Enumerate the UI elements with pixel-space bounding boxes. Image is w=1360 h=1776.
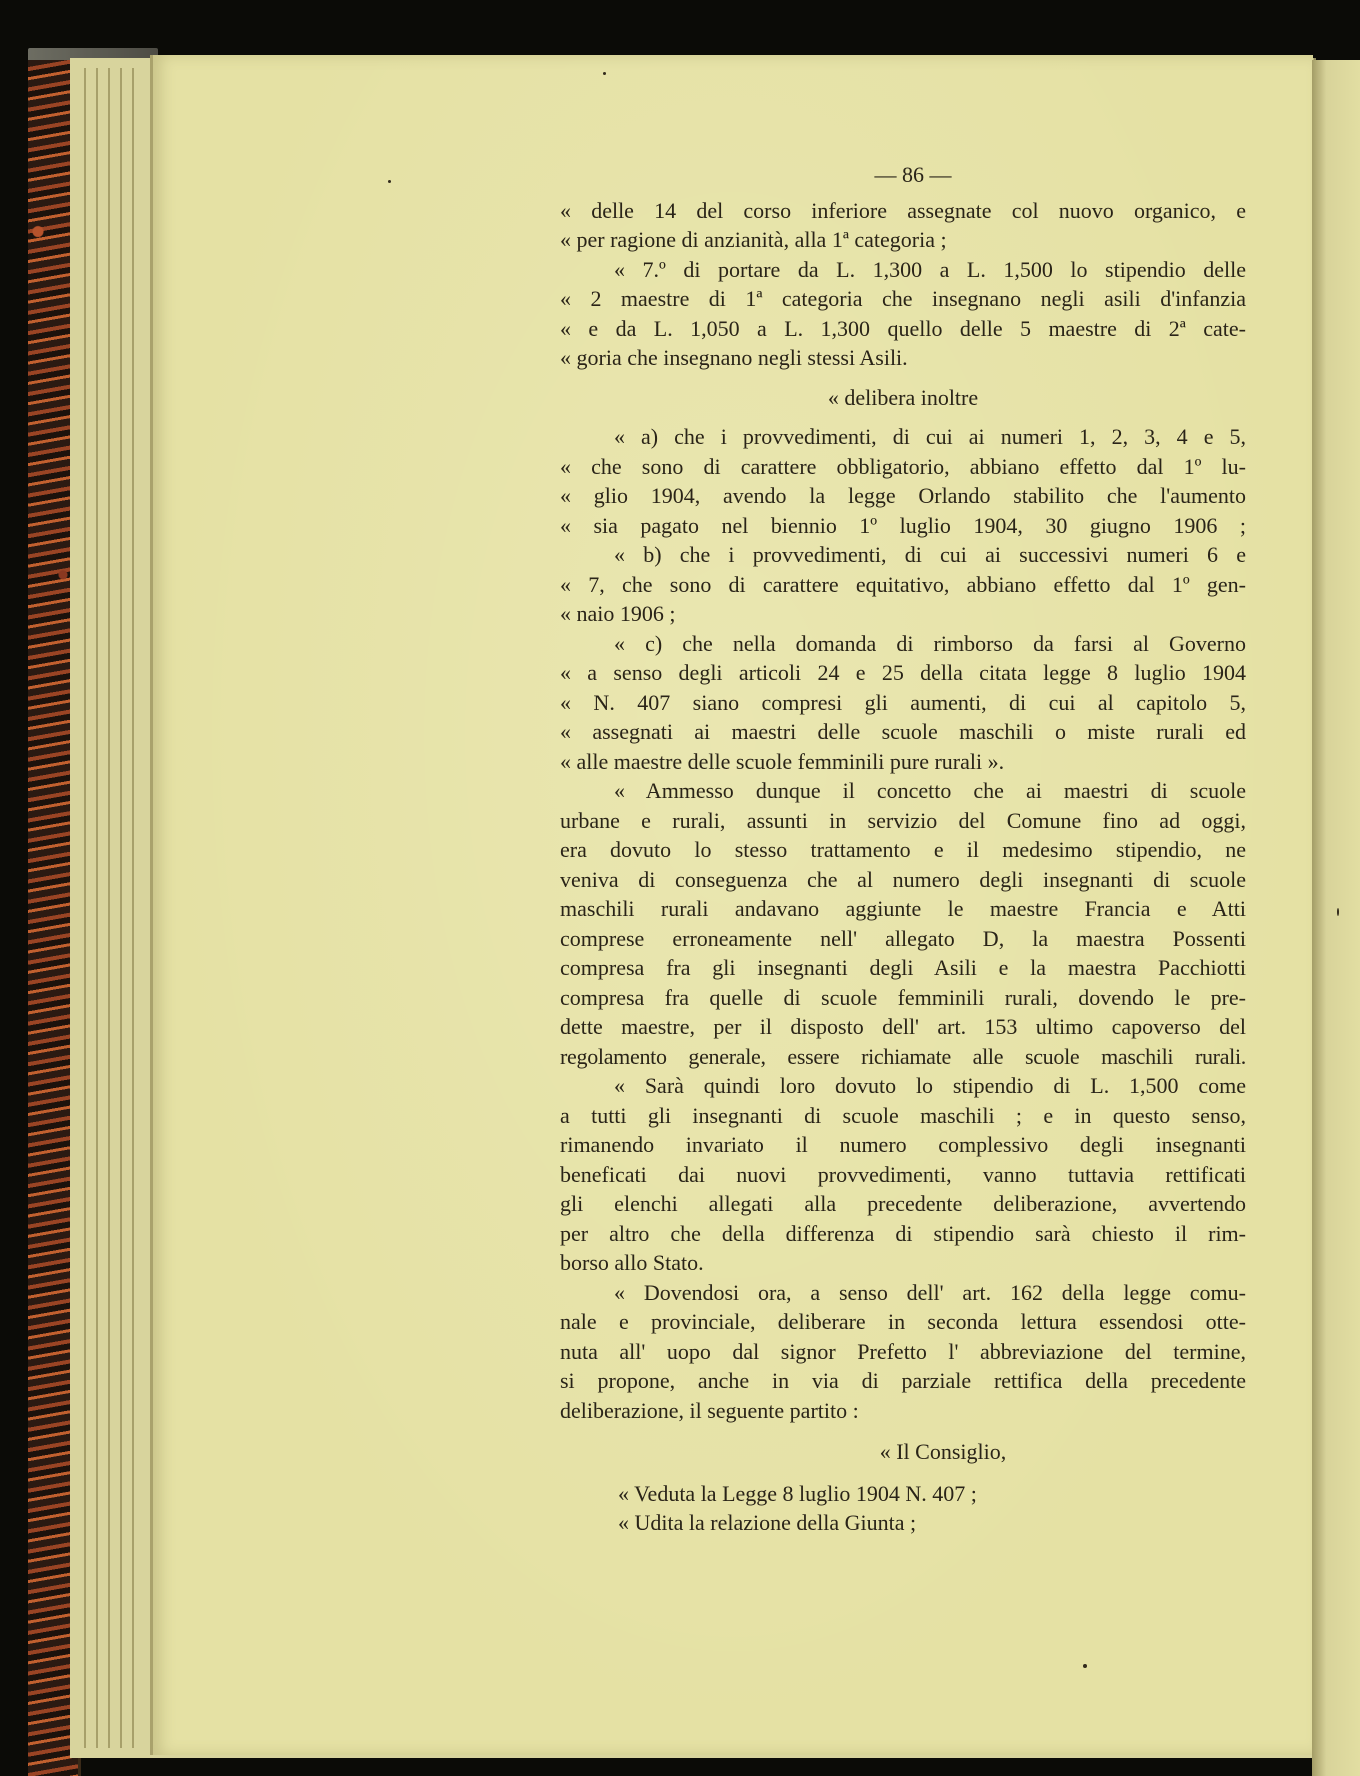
next-page-edge bbox=[1312, 60, 1360, 1776]
text-line: « c) che nella domanda di rimborso da farsi al Governo bbox=[614, 630, 1246, 656]
text-line: a tutti gli insegnanti di scuole maschili ; e in questo senso, bbox=[560, 1102, 1246, 1128]
text-line: « assegnati ai maestri delle scuole maschili o miste rurali ed bbox=[560, 719, 1246, 744]
text-line: « 7.º di portare da L. 1,300 a L. 1,500 lo stipendio delle bbox=[614, 256, 1246, 282]
text-line: « per ragione di anzianità, alla 1ª categoria ; bbox=[560, 227, 947, 252]
text-line: « e da L. 1,050 a L. 1,300 quello delle 5 maestre di 2ª cate- bbox=[560, 315, 1246, 341]
page-text bbox=[560, 160, 1246, 1538]
text-line: « N. 407 siano compresi gli aumenti, di cui al capitolo 5, bbox=[560, 689, 1246, 715]
text-line: si propone, anche in via di parziale rettifica della precedente bbox=[560, 1368, 1246, 1393]
paper-speck bbox=[1337, 908, 1339, 916]
section-heading: « Il Consiglio, bbox=[879, 1439, 1007, 1464]
text-line: compresa fra quelle di scuole femminili rurali, dovendo le pre- bbox=[560, 984, 1246, 1010]
text-line: « che sono di carattere obbligatorio, abbiano effetto dal 1º lu- bbox=[560, 453, 1246, 479]
text-line: comprese erroneamente nell' allegato D, la maestra Possenti bbox=[560, 925, 1246, 951]
text-line: « naio 1906 ; bbox=[560, 601, 676, 626]
text-line: « Ammesso dunque il concetto che ai maestri di scuole bbox=[614, 778, 1246, 803]
text-line: « Veduta la Legge 8 luglio 1904 N. 407 ; bbox=[618, 1480, 977, 1506]
text-line: regolamento generale, essere richiamate alle scuole maschili rurali. bbox=[560, 1043, 1246, 1069]
text-line: rimanendo invariato il numero complessivo degli insegnanti bbox=[560, 1132, 1246, 1157]
text-line: « delle 14 del corso inferiore assegnate col nuovo organico, e bbox=[560, 197, 1246, 223]
text-line: maschili rurali andavano aggiunte le maestre Francia e Atti bbox=[560, 896, 1246, 921]
text-line: urbane e rurali, assunti in servizio del Comune fino ad oggi, bbox=[560, 807, 1246, 833]
text-line: « sia pagato nel biennio 1º luglio 1904, 30 giugno 1906 ; bbox=[560, 512, 1246, 538]
text-line: era dovuto lo stesso trattamento e il medesimo stipendio, ne bbox=[560, 837, 1246, 862]
text-line: nuta all' uopo dal signor Prefetto l' abbreviazione del termine, bbox=[560, 1338, 1246, 1364]
text-line: gli elenchi allegati alla precedente deliberazione, avvertendo bbox=[560, 1191, 1246, 1216]
text-line: « a) che i provvedimenti, di cui ai numeri 1, 2, 3, 4 e 5, bbox=[614, 424, 1246, 449]
text-line: beneficati dai nuovi provvedimenti, vanno tuttavia rettificati bbox=[560, 1161, 1246, 1187]
text-line: compresa fra gli insegnanti degli Asili e la maestra Pacchiotti bbox=[560, 955, 1246, 980]
text-line: nale e provinciale, deliberare in seconda lettura essendosi otte- bbox=[560, 1309, 1246, 1334]
text-line: veniva di conseguenza che al numero degli insegnanti di scuole bbox=[560, 866, 1246, 892]
text-line: « a senso degli articoli 24 e 25 della citata legge 8 luglio 1904 bbox=[560, 660, 1246, 685]
paper-speck bbox=[603, 72, 606, 75]
text-line: « Dovendosi ora, a senso dell' art. 162 della legge comu- bbox=[614, 1279, 1246, 1305]
paper-speck bbox=[388, 180, 391, 183]
text-line: « Udita la relazione della Giunta ; bbox=[618, 1510, 917, 1535]
paper-speck bbox=[1083, 1664, 1087, 1668]
text-line: « 7, che sono di carattere equitativo, abbiano effetto dal 1º gen- bbox=[560, 571, 1246, 597]
text-line: deliberazione, il seguente partito : bbox=[560, 1397, 859, 1423]
page-number: — 86 — bbox=[874, 162, 952, 187]
text-line: « b) che i provvedimenti, di cui ai successivi numeri 6 e bbox=[614, 542, 1246, 567]
text-line: « Sarà quindi loro dovuto lo stipendio di L. 1,500 come bbox=[614, 1073, 1246, 1098]
text-line: « alle maestre delle scuole femminili pure rurali ». bbox=[560, 748, 1005, 774]
text-line: per altro che della differenza di stipendio sarà chiesto il rim- bbox=[560, 1220, 1246, 1246]
text-line: « glio 1904, avendo la legge Orlando stabilito che l'aumento bbox=[560, 483, 1246, 508]
text-line: dette maestre, per il disposto dell' art. 153 ultimo capoverso del bbox=[560, 1014, 1246, 1039]
section-heading: « delibera inoltre bbox=[827, 384, 979, 410]
text-line: « 2 maestre di 1ª categoria che insegnano negli asili d'infanzia bbox=[560, 286, 1246, 311]
text-line: « goria che insegnano negli stessi Asili. bbox=[560, 345, 908, 370]
text-line: borso allo Stato. bbox=[560, 1250, 704, 1275]
